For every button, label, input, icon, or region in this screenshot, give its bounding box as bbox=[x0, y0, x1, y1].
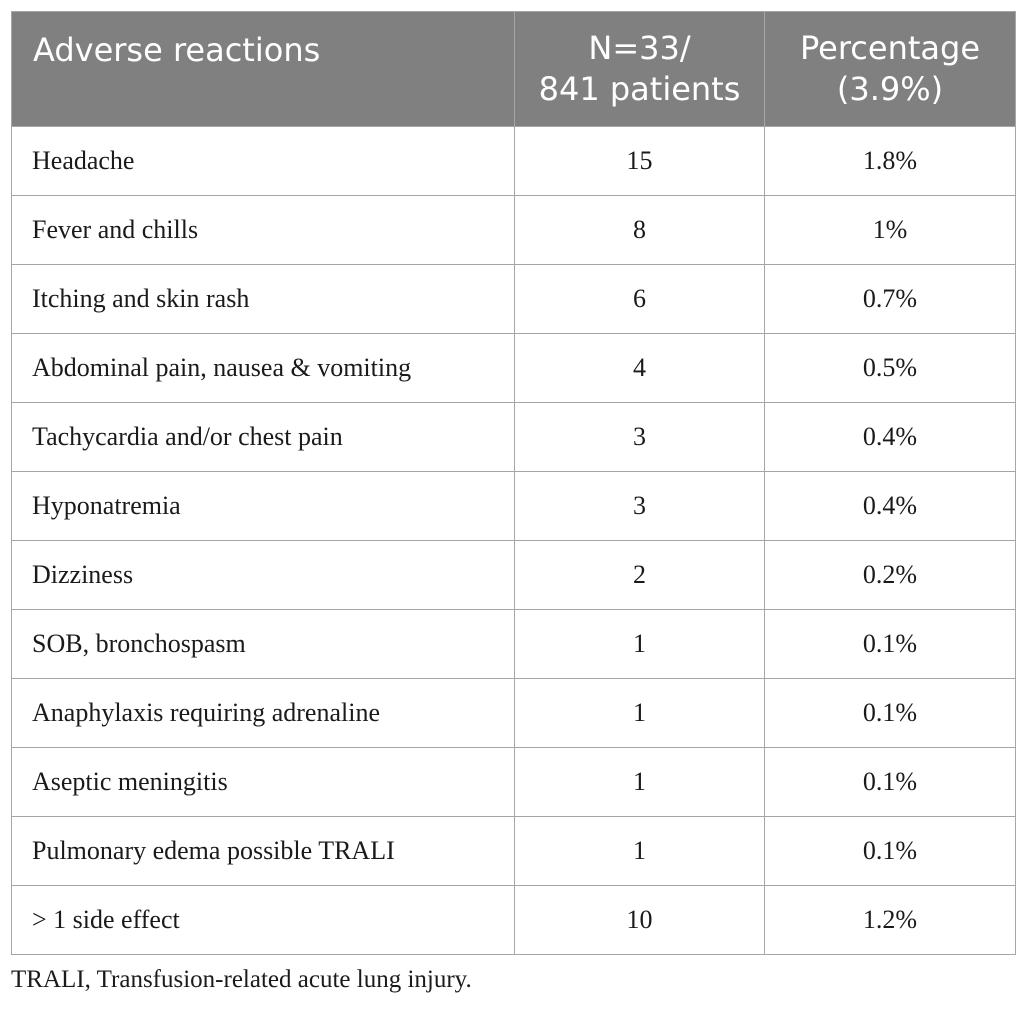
reaction-cell: Pulmonary edema possible TRALI bbox=[12, 817, 515, 886]
table-row bbox=[12, 679, 1016, 748]
percentage-cell: 0.1% bbox=[765, 679, 1016, 748]
count-cell: 1 bbox=[515, 817, 765, 886]
table-row bbox=[12, 472, 1016, 541]
reaction-cell: Headache bbox=[12, 127, 515, 196]
count-cell: 15 bbox=[515, 127, 765, 196]
percentage-cell: 1.8% bbox=[765, 127, 1016, 196]
table-body bbox=[12, 127, 1016, 955]
table-footnote: TRALI, Transfusion-related acute lung injury. bbox=[11, 966, 472, 993]
percentage-cell: 0.1% bbox=[765, 748, 1016, 817]
header-row bbox=[12, 12, 1016, 127]
percentage-cell: 0.1% bbox=[765, 817, 1016, 886]
table-row bbox=[12, 334, 1016, 403]
adverse-reactions-table-container bbox=[11, 11, 1015, 955]
count-cell: 1 bbox=[515, 679, 765, 748]
header-adverse-reactions-text: Adverse reactions bbox=[33, 31, 321, 69]
header-percentage-line-2: (3.9%) bbox=[836, 70, 944, 108]
table-row bbox=[12, 886, 1016, 955]
count-cell: 3 bbox=[515, 472, 765, 541]
header-n-patients bbox=[515, 12, 765, 127]
percentage-cell: 0.5% bbox=[765, 334, 1016, 403]
percentage-cell: 0.1% bbox=[765, 610, 1016, 679]
reaction-cell: Abdominal pain, nausea & vomiting bbox=[12, 334, 515, 403]
header-percentage-line-1: Percentage bbox=[799, 29, 980, 67]
table-row bbox=[12, 541, 1016, 610]
percentage-cell: 1% bbox=[765, 196, 1016, 265]
adverse-reactions-table bbox=[11, 11, 1016, 955]
table-row bbox=[12, 610, 1016, 679]
reaction-cell: Hyponatremia bbox=[12, 472, 515, 541]
reaction-cell: Aseptic meningitis bbox=[12, 748, 515, 817]
percentage-cell: 0.4% bbox=[765, 403, 1016, 472]
header-n-line-1: N=33/ bbox=[588, 29, 691, 67]
reaction-cell: Anaphylaxis requiring adrenaline bbox=[12, 679, 515, 748]
percentage-cell: 0.4% bbox=[765, 472, 1016, 541]
header-adverse-reactions bbox=[12, 12, 515, 127]
percentage-cell: 0.7% bbox=[765, 265, 1016, 334]
count-cell: 6 bbox=[515, 265, 765, 334]
percentage-cell: 1.2% bbox=[765, 886, 1016, 955]
reaction-cell: Tachycardia and/or chest pain bbox=[12, 403, 515, 472]
count-cell: 4 bbox=[515, 334, 765, 403]
percentage-cell: 0.2% bbox=[765, 541, 1016, 610]
count-cell: 2 bbox=[515, 541, 765, 610]
reaction-cell: > 1 side effect bbox=[12, 886, 515, 955]
count-cell: 1 bbox=[515, 610, 765, 679]
reaction-cell: SOB, bronchospasm bbox=[12, 610, 515, 679]
reaction-cell: Dizziness bbox=[12, 541, 515, 610]
table-header bbox=[12, 12, 1016, 127]
reaction-cell: Itching and skin rash bbox=[12, 265, 515, 334]
count-cell: 1 bbox=[515, 748, 765, 817]
table-row bbox=[12, 196, 1016, 265]
count-cell: 3 bbox=[515, 403, 765, 472]
header-n-line-2: 841 patients bbox=[538, 70, 741, 108]
header-percentage bbox=[765, 12, 1016, 127]
table-row bbox=[12, 403, 1016, 472]
reaction-cell: Fever and chills bbox=[12, 196, 515, 265]
table-row bbox=[12, 127, 1016, 196]
count-cell: 8 bbox=[515, 196, 765, 265]
table-row bbox=[12, 748, 1016, 817]
table-row bbox=[12, 817, 1016, 886]
table-row bbox=[12, 265, 1016, 334]
count-cell: 10 bbox=[515, 886, 765, 955]
